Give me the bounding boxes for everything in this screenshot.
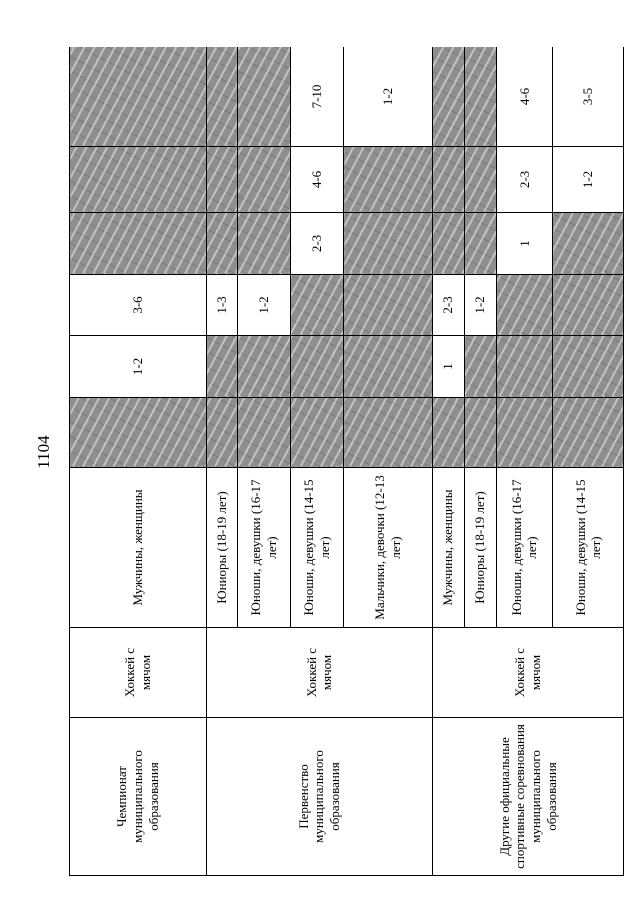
- rank-cell: [464, 213, 496, 275]
- event-cell: Другие официальные спортивные соревнования муниципального образования: [432, 718, 623, 876]
- rank-cell: [344, 336, 433, 398]
- category-cell: Юниоры (18-19 лет): [206, 468, 238, 628]
- sports-ranking-table: [69, 47, 624, 876]
- rank-cell: [553, 275, 624, 336]
- table-row: [70, 47, 207, 876]
- rank-cell: 3-6: [70, 275, 207, 336]
- rank-cell: [238, 213, 290, 275]
- rank-cell: [432, 213, 464, 275]
- category-cell: Юниоры (18-19 лет): [464, 468, 496, 628]
- rank-cell: [464, 398, 496, 468]
- rank-cell: [432, 398, 464, 468]
- rank-cell: 1: [432, 336, 464, 398]
- rank-cell: 1-2: [553, 147, 624, 213]
- rank-cell: 1-2: [464, 275, 496, 336]
- table-row: [206, 47, 238, 876]
- rank-cell: [206, 336, 238, 398]
- rank-cell: [70, 213, 207, 275]
- rank-cell: [290, 275, 343, 336]
- rank-cell: [206, 213, 238, 275]
- table-row: [432, 47, 464, 876]
- rank-cell: [238, 336, 290, 398]
- rank-cell: 1: [496, 213, 553, 275]
- rank-cell: [70, 398, 207, 468]
- category-cell: Мужчины, женщины: [432, 468, 464, 628]
- rank-cell: [496, 398, 553, 468]
- rank-cell: 1-2: [70, 336, 207, 398]
- sport-cell: Хоккей с мячом: [206, 628, 432, 718]
- rank-cell: [238, 47, 290, 147]
- category-cell: Юноши, девушки (14-15 лет): [290, 468, 343, 628]
- sport-cell: Хоккей с мячом: [70, 628, 207, 718]
- rank-cell: [432, 47, 464, 147]
- page-number: 1104: [34, 435, 53, 469]
- rank-cell: 4-6: [290, 147, 343, 213]
- event-cell: Первенство муниципального образования: [206, 718, 432, 876]
- rank-cell: [290, 336, 343, 398]
- rank-cell: [70, 147, 207, 213]
- rank-cell: [344, 213, 433, 275]
- rank-cell: 7-10: [290, 47, 343, 147]
- rotated-table-frame: [69, 47, 624, 876]
- rank-cell: [290, 398, 343, 468]
- category-cell: Юноши, девушки (14-15 лет): [553, 468, 624, 628]
- rank-cell: 2-3: [290, 213, 343, 275]
- table-container: [69, 47, 624, 876]
- rank-cell: [553, 336, 624, 398]
- rank-cell: [70, 47, 207, 147]
- rank-cell: [553, 213, 624, 275]
- rank-cell: 1-3: [206, 275, 238, 336]
- category-cell: Юноши, девушки (16-17 лет): [238, 468, 290, 628]
- rank-cell: 1-2: [238, 275, 290, 336]
- category-cell: Мужчины, женщины: [70, 468, 207, 628]
- rank-cell: 3-5: [553, 47, 624, 147]
- rank-cell: [344, 147, 433, 213]
- rank-cell: 1-2: [344, 47, 433, 147]
- rank-cell: 2-3: [432, 275, 464, 336]
- rank-cell: [344, 398, 433, 468]
- rank-cell: [496, 336, 553, 398]
- rank-cell: [496, 275, 553, 336]
- rank-cell: [464, 47, 496, 147]
- rank-cell: [206, 398, 238, 468]
- rank-cell: [238, 398, 290, 468]
- category-cell: Мальчики, девочки (12-13 лет): [344, 468, 433, 628]
- rank-cell: [206, 47, 238, 147]
- rank-cell: [344, 275, 433, 336]
- rank-cell: 2-3: [496, 147, 553, 213]
- rank-cell: [553, 398, 624, 468]
- rank-cell: [206, 147, 238, 213]
- category-cell: Юноши, девушки (16-17 лет): [496, 468, 553, 628]
- sport-cell: Хоккей с мячом: [432, 628, 623, 718]
- rank-cell: [464, 147, 496, 213]
- event-cell: Чемпионат муниципального образования: [70, 718, 207, 876]
- rank-cell: [238, 147, 290, 213]
- rank-cell: 4-6: [496, 47, 553, 147]
- rank-cell: [464, 336, 496, 398]
- rank-cell: [432, 147, 464, 213]
